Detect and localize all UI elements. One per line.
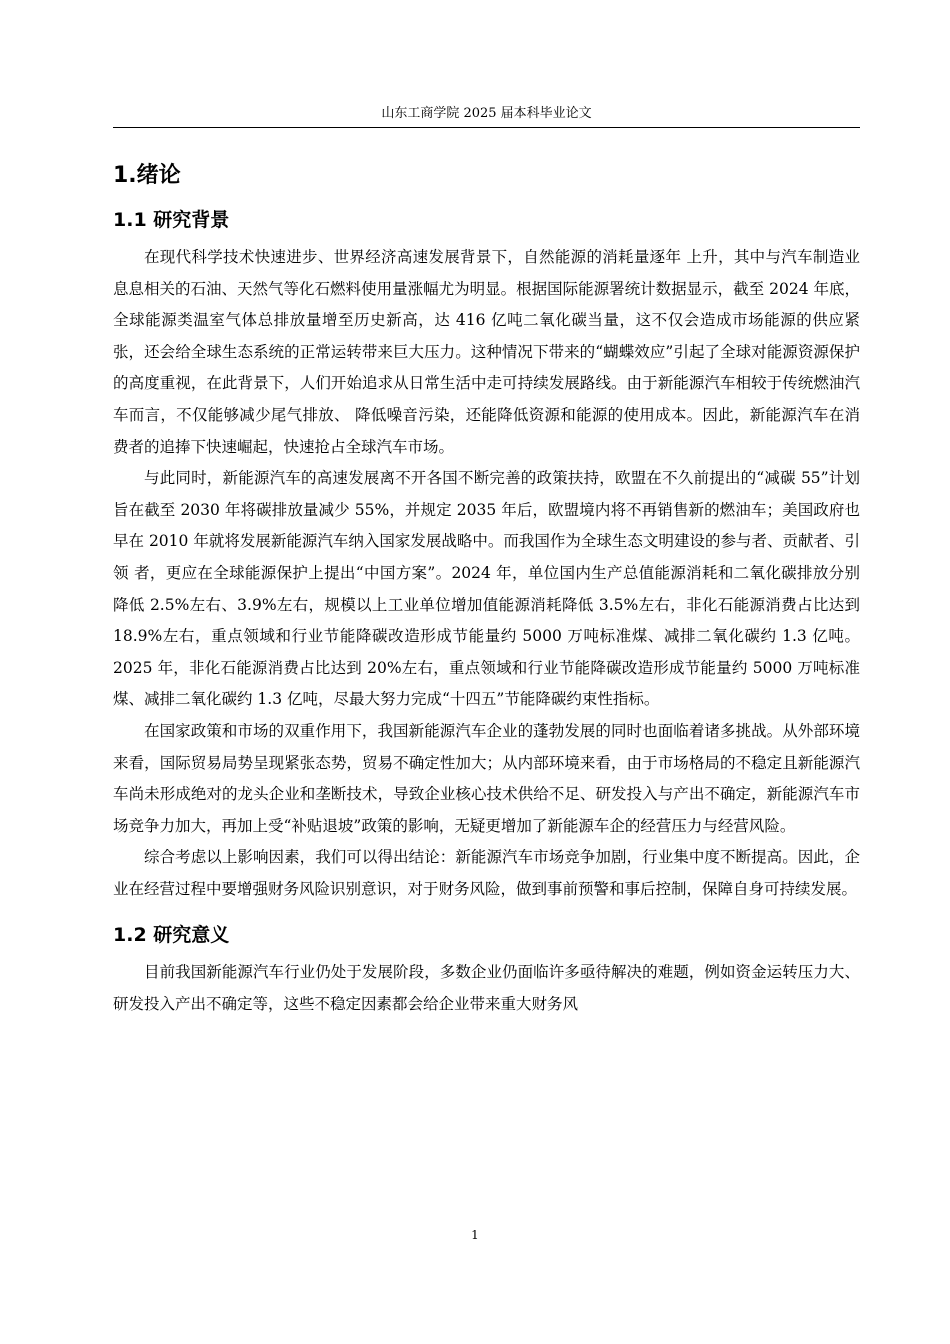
section-heading-research-background: 1.1 研究背景 — [113, 209, 230, 231]
paragraph: 综合考虑以上影响因素，我们可以得出结论：新能源汽车市场竞争加剧，行业集中度不断提高。因此，企业在经营过程中要增强财务风险识别意识，对于财务风险，做到事前预警和事后控制，保障自身可持续发展。 — [113, 848, 860, 898]
page-body — [113, 160, 860, 1021]
page-number: 1 — [471, 1228, 479, 1242]
paragraph: 与此同时，新能源汽车的高速发展离不开各国不断完善的政策扶持，欧盟在不久前提出的“减碳 55”计划旨在截至 2030 年将碳排放量减少 55%，并规定 2035 年后，欧盟境内将不再销售新的燃油车；美国政府也早在 2010 年就将发展新能源汽车纳入国家发展战略中。而我国作为全球生态文明建设的参与者、贡献者、引领 者，更应在全球能源保护上提出“中国方案”。2024 年，单位国内生产总值能源消耗和二氧化碳排放分别降低 2.5%左右、3.9%左右，规模以上工业单位增加值能源消耗降低 3.5%左右，非化石能源消费占比达到 18.9%左右，重点领域和行业节能降碳改造形成节能量约 5000 万吨标准煤、减排二氧化碳约 1.3 亿吨。2025 年，非化石能源消费占比达到 20%左右，重点领域和行业节能降碳改造形成节能量约 5000 万吨标准煤、减排二氧化碳约 1.3 亿吨，尽最大努力完成“十四五”节能降碳约束性指标。 — [113, 469, 860, 709]
chapter-title: 1.绪论 — [113, 163, 181, 188]
paragraph: 在现代科学技术快速进步、世界经济高速发展背景下，自然能源的消耗量逐年 上升，其中与汽车制造业息息相关的石油、天然气等化石燃料使用量涨幅尤为明显。根据国际能源署统计数据显示，截至 2024 年底，全球能源类温室气体总排放量增至历史新高，达 416 亿吨二氧化碳当量，这不仅会造成市场能源的供应紧张，还会给全球生态系统的正常运转带来巨大压力。这种情况下带来的“蝴蝶效应”引起了全球对能源资源保护的高度重视，在此背景下，人们开始追求从日常生活中走可持续发展路线。由于新能源汽车相较于传统燃油汽车而言，不仅能够减少尾气排放、 降低噪音污染，还能降低资源和能源的使用成本。因此，新能源汽车在消费者的追捧下快速崛起，快速抢占全球汽车市场。 — [113, 248, 860, 456]
paragraph: 在国家政策和市场的双重作用下，我国新能源汽车企业的蓬勃发展的同时也面临着诸多挑战。从外部环境来看，国际贸易局势呈现紧张态势，贸易不确定性加大；从内部环境来看，由于市场格局的不稳定且新能源汽车尚未形成绝对的龙头企业和垄断技术，导致企业核心技术供给不足、研发投入与产出不确定，新能源汽车市场竞争力加大，再加上受“补贴退坡”政策的影响，无疑更增加了新能源车企的经营压力与经营风险。 — [113, 721, 860, 835]
section-heading-research-significance: 1.2 研究意义 — [113, 924, 230, 947]
running-header: 山东工商学院 2025 届本科毕业论文 — [113, 104, 860, 128]
paragraph: 目前我国新能源汽车行业仍处于发展阶段，多数企业仍面临许多亟待解决的难题，例如资金运转压力大、研发投入产出不确定等，这些不稳定因素都会给企业带来重大财务风 — [113, 963, 860, 1014]
